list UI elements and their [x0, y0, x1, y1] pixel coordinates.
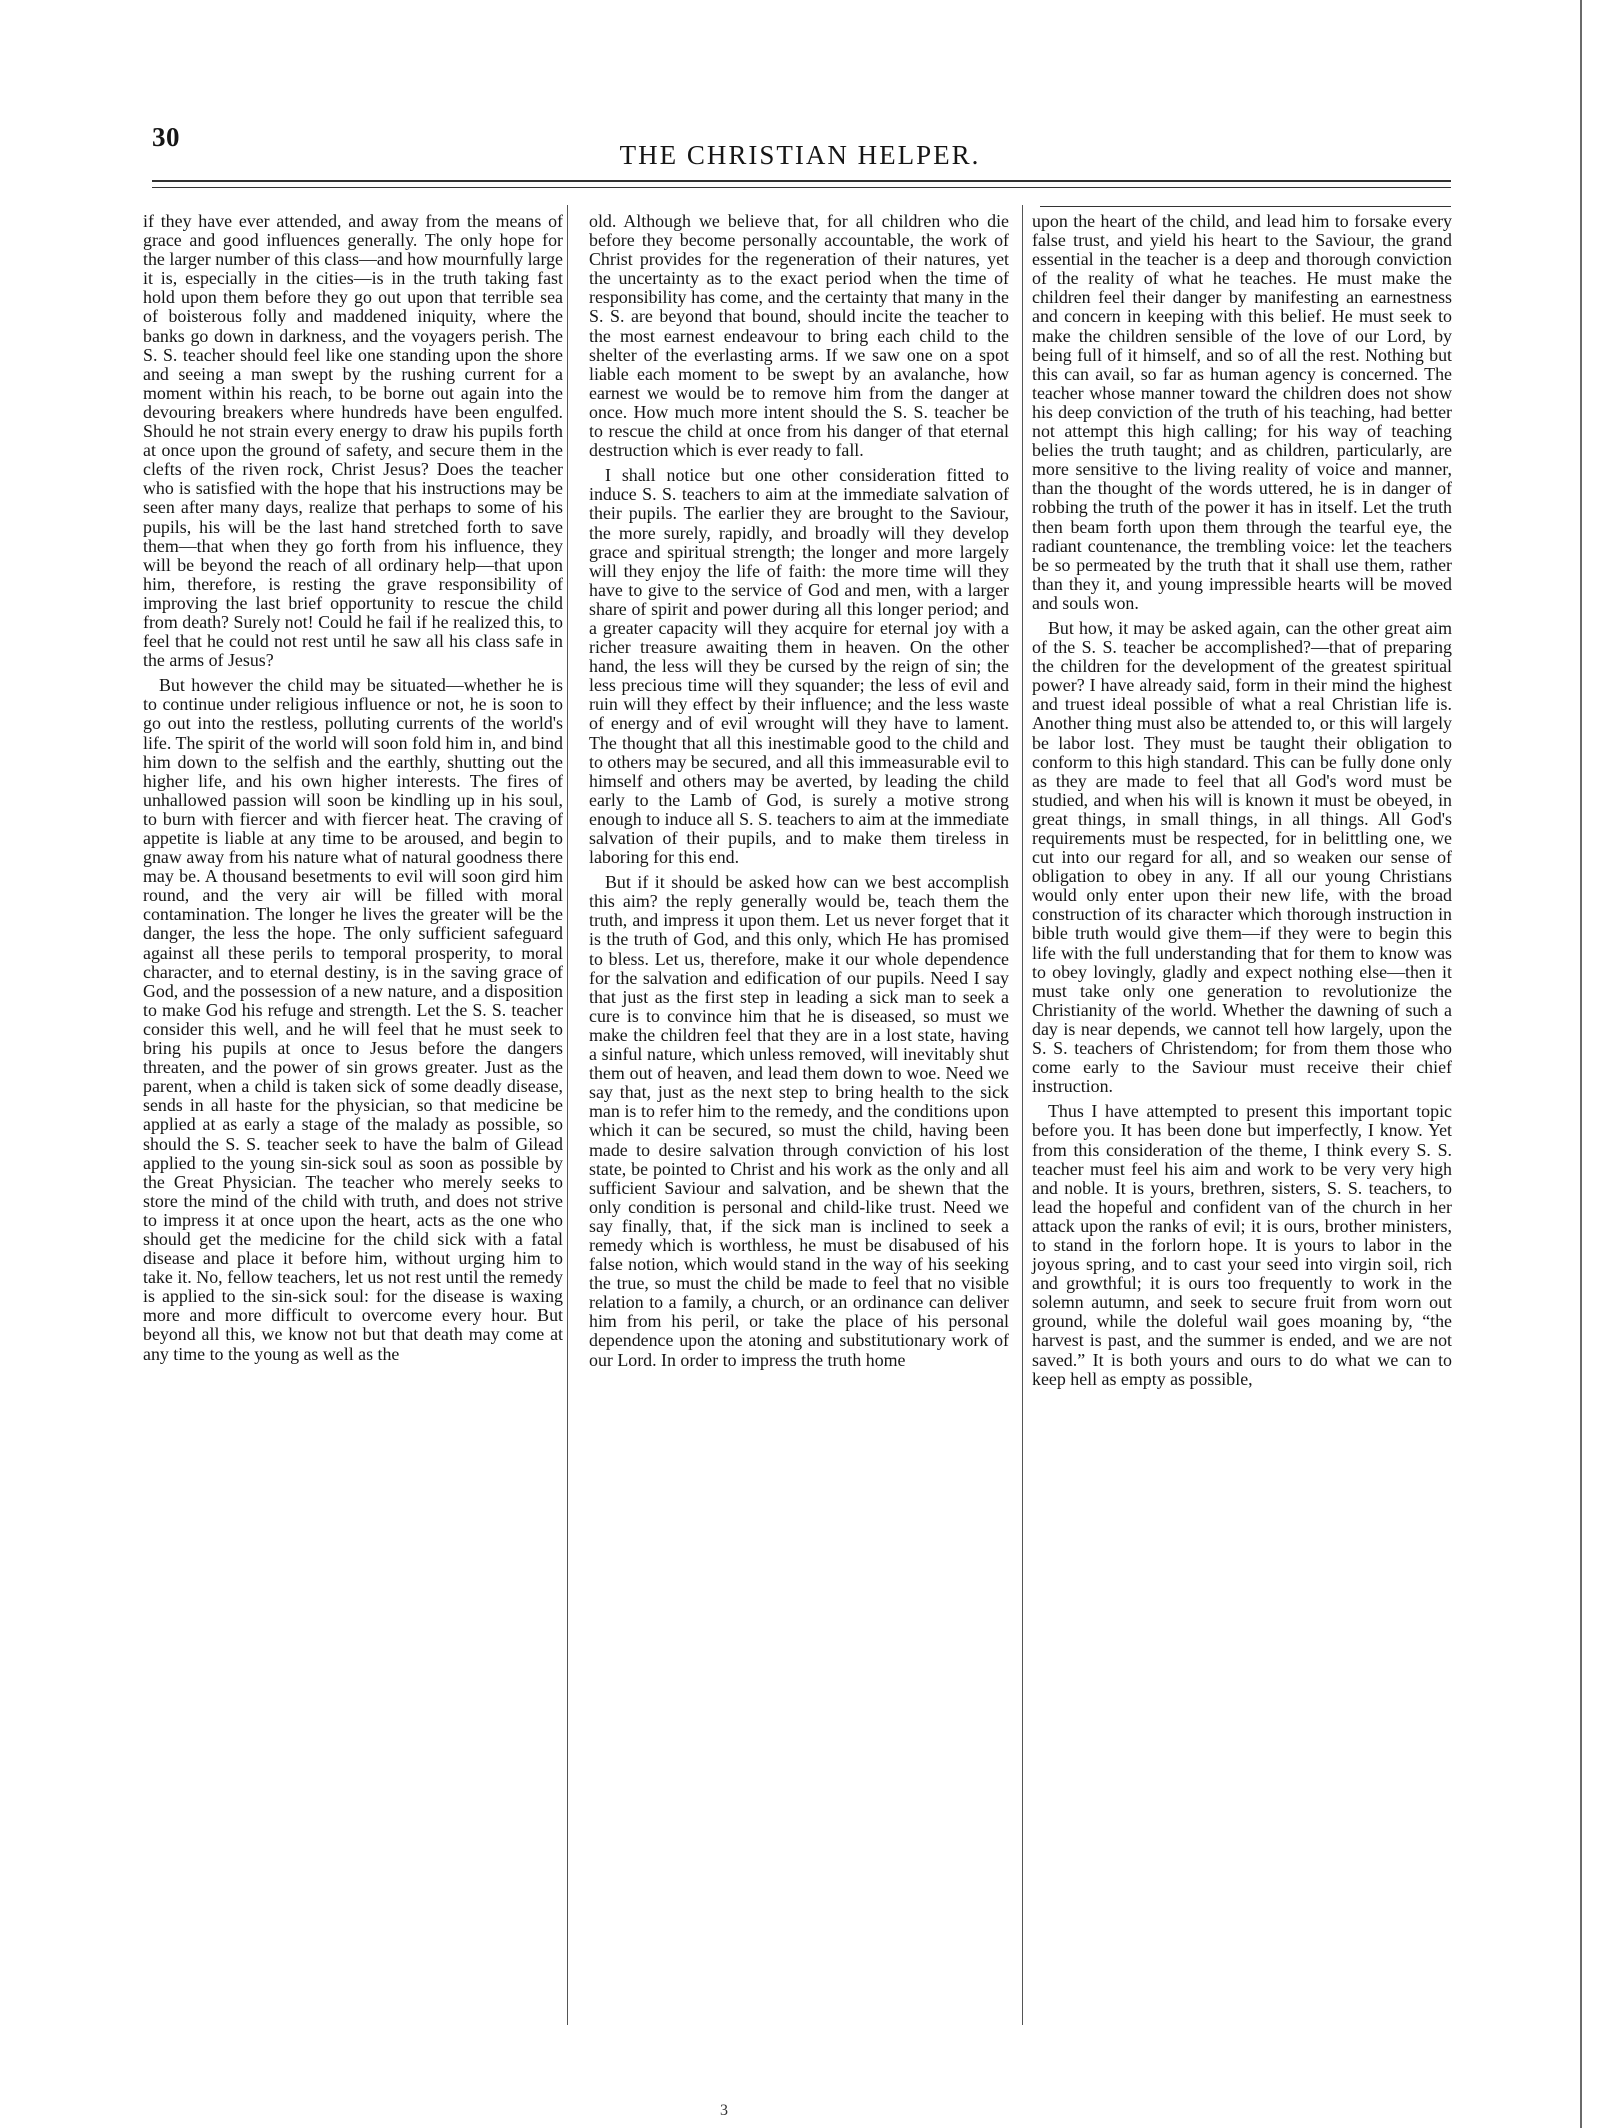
column-divider	[567, 205, 568, 2025]
paragraph: old. Although we believe that, for all children who die before they become personally accountable, the work of Christ provides for the regeneration of their natures, yet the uncertainty as to the exact period when the time of responsibility has come, and the certainty that many in the S. S. are beyond that bound, should incite the teacher to the most earnest endeavour to bring each child to the shelter of the everlasting arms. If we saw one on a spot liable each moment to be swept by an avalanche, how earnest we would be to remove him from the danger at once. How much more intent should the S. S. teacher be to rescue the child at once from his danger of that eternal destruction which is ever ready to fall.	[589, 211, 1009, 461]
paragraph: But however the child may be situated—whether he is to continue under religious influence or not, he is soon to go out into the restless, polluting currents of the world's life. The spirit of the world will soon fold him in, and bind him down to the selfish and the earthly, shutting out the higher life, and his own higher interests. The fires of unhallowed passion will soon be kindling up in his soul, to burn with fiercer and with fiercer heat. The craving of appetite is liable at any time to be aroused, and begin to gnaw away from his nature what of natural goodness there may be. A thousand besetments to evil will soon gird him round, and the very air will be filled with moral contamination. The longer he lives the greater will be the danger, the less the hope. The only sufficient safeguard against all these perils to temporal prosperity, to moral character, and to eternal destiny, is in the saving grace of God, and the possession of a new nature, and a disposition to make God his refuge and strength. Let the S. S. teacher consider this well, and he will feel that he must seek to bring his pupils at once to Jesus before the dangers threaten, and the power of sin grows greater. Just as the parent, when a child is taken sick of some deadly disease, sends in all haste for the physician, so that medicine be applied at as early a stage of the malady as possible, so should the S. S. teacher seek to have the balm of Gilead applied to the young sin-sick soul as soon as possible by the Great Physician. The teacher who merely seeks to store the mind of the child with truth, and does not strive to impress it at once upon the heart, acts as the one who should get the medicine for the child sick with a fatal disease and place it before him, without urging him to take it. No, fellow teachers, let us not rest until the remedy is applied to the sin-sick soul: for the disease is waxing more and more difficult to overcome every hour. But beyond all this, we know not but that death may come at any time to the young as well as the	[143, 675, 563, 1364]
paragraph: upon the heart of the child, and lead him to forsake every false trust, and yield his heart to the Saviour, the grand essential in the teacher is a deep and thorough conviction of the reality of what he teaches. He must make the children feel their danger by manifesting an earnestness and concern in keeping with this belief. He must seek to make the children sensible of the love of our Lord, by being full of it himself, and so of all the rest. Nothing but this can avail, so far as human agency is concerned. The teacher whose manner toward the children does not show his deep conviction of the truth of his teaching, had better not attempt this high calling; for his way of teaching belies the truth taught; and as children, particularly, are more sensitive to the living reality of voice and manner, than the thought of the words uttered, he is in danger of robbing the truth of the power it has in itself. Let the truth then beam forth upon them through the tearful eye, the radiant countenance, the trembling voice: let the teachers be so permeated by the truth that it shall use them, rather than they it, and young impressible hearts will be moved and souls won.	[1032, 211, 1452, 613]
text-column-2	[589, 212, 1009, 1376]
footer-mark: 3	[720, 2102, 728, 2119]
column-divider	[1022, 205, 1023, 2025]
paragraph: Thus I have attempted to present this important topic before you. It has been done but imperfectly, I know. Yet from this consideration of the theme, I think every S. S. teacher must feel his aim and work to be very very high and noble. It is yours, brethren, sisters, S. S. teachers, to lead the hopeful and confident van of the church in her attack upon the ranks of evil; it is ours, brother ministers, to stand in the forlorn hope. It is yours to labor in the joyous spring, and to cast your seed into virgin soil, rich and growthful; it is ours too frequently to work in the solemn autumn, and seek to secure fruit from worn out ground, while the doleful wail goes moaning by, “the harvest is past, and the summer is ended, and we are not saved.” It is both yours and ours to do what we can to keep hell as empty as possible,	[1032, 1101, 1452, 1389]
paragraph: But how, it may be asked again, can the other great aim of the S. S. teacher be accomplished?—that of preparing the children for the development of the greatest spiritual power? I have already said, form in their mind the highest and truest ideal possible of what a real Christian life is. Another thing must also be attended to, or this will largely be labor lost. They must be taught their obligation to conform to this high standard. This can be fully done only as they are made to feel that all God's word must be studied, and when his will is known it must be obeyed, in great things, in small things, in all things. All God's requirements must be respected, for in belittling one, we cut into our regard for all, and so weaken our sense of obligation to obey in any. If all our young Christians would only enter upon their new life, with the broad construction of its character which thorough instruction in bible truth would give them—if they were to begin this life with the full understanding that for them to know was to obey lovingly, gladly and expect nothing else—then it must take only one generation to revolutionize the Christianity of the world. Whether the dawning of such a day is near depends, we cannot tell how largely, upon the S. S. teachers of Christendom; for from them those who come early to the Saviour must receive their chief instruction.	[1032, 617, 1452, 1097]
column-top-rule	[1040, 206, 1451, 207]
paragraph: I shall notice but one other consideration fitted to induce S. S. teachers to aim at the immediate salvation of their pupils. The earlier they are brought to the Saviour, the more surely, rapidly, and broadly will they develop grace and spiritual strength; the longer and more largely will they enjoy the life of faith: the more time will they have to give to the service of God and men, with a larger share of spirit and power during all this longer period; and a greater capacity will they acquire for eternal joy with a richer treasure awaiting them in heaven. On the other hand, the less will they be cursed by the reign of sin; the less precious time will they squander; the less of evil and ruin will they effect by their influence; and the less waste of energy and of evil wrought will they have to lament. The thought that all this inestimable good to the child and to others may be secured, and all this immeasurable evil to himself and others may be averted, by leading the child early to the Lamb of God, is surely a motive strong enough to induce all S. S. teachers to aim at the immediate salvation of their pupils, and to make them tireless in laboring for this end.	[589, 465, 1009, 868]
paragraph: But if it should be asked how can we best accomplish this aim? the reply generally would be, teach them the truth, and impress it upon them. Let us never forget that it is the truth of God, and this only, which He has promised to bless. Let us, therefore, make it our whole dependence for the salvation and edification of our pupils. Need I say that just as the first step in leading a sick man to seek a cure is to convince him that he is diseased, so must we make the children feel that they are in a lost state, having a sinful nature, which unless removed, will inevitably shut them out of heaven, and lead them down to woe. Need we say that, just as the next step to bring health to the sick man is to refer him to the remedy, and the conditions upon which it can be secured, so must the child, having been made to desire salvation through conviction of his lost state, be pointed to Christ and his work as the only and all sufficient Saviour and salvation, and be shewn that the only condition is personal and child-like trust. Need we say finally, that, if the sick man is inclined to seek a remedy which is worthless, he must be disabused of his false notion, which would stand in the way of his seeking the true, so must the child be made to feel that no visible relation to a family, a church, or an ordinance can deliver him from his peril, or take the place of his personal dependence upon the atoning and substitutionary work of our Lord. In order to impress the truth home	[589, 872, 1009, 1370]
header-rule	[152, 180, 1451, 182]
text-column-3	[1032, 212, 1452, 1395]
paragraph: if they have ever attended, and away from the means of grace and good influences generally. The only hope for the larger number of this class—and how mournfully large it is, especially in the cities—is in the truth taking fast hold upon them before they go out upon that terrible sea of boisterous folly and maddened iniquity, where the banks go down in darkness, and the voyagers perish. The S. S. teacher should feel like one standing upon the shore and seeing a man swept by the rushing current for a moment within his reach, to be borne out again into the devouring breakers where hundreds have been engulfed. Should he not strain every energy to draw his pupils forth at once upon the ground of safety, and secure them in the clefts of the riven rock, Christ Jesus? Does the teacher who is satisfied with the hope that his instructions may be seen after many days, realize that perhaps to some of his pupils, his will be the last hand stretched forth to save them—that when they go forth from his influence, they will be beyond the reach of all ordinary help—that upon him, therefore, is resting the grave responsibility of improving the last brief opportunity to rescue the child from death? Surely not! Could he fail if he realized this, to feel that he could not rest until he saw all his class safe in the arms of Jesus?	[143, 211, 563, 671]
page-number: 30	[152, 122, 180, 152]
page-edge-line	[1580, 0, 1582, 2128]
header-rule-thin	[152, 187, 1451, 188]
text-column-1	[143, 212, 563, 1370]
running-head: THE CHRISTIAN HELPER.	[619, 140, 981, 170]
